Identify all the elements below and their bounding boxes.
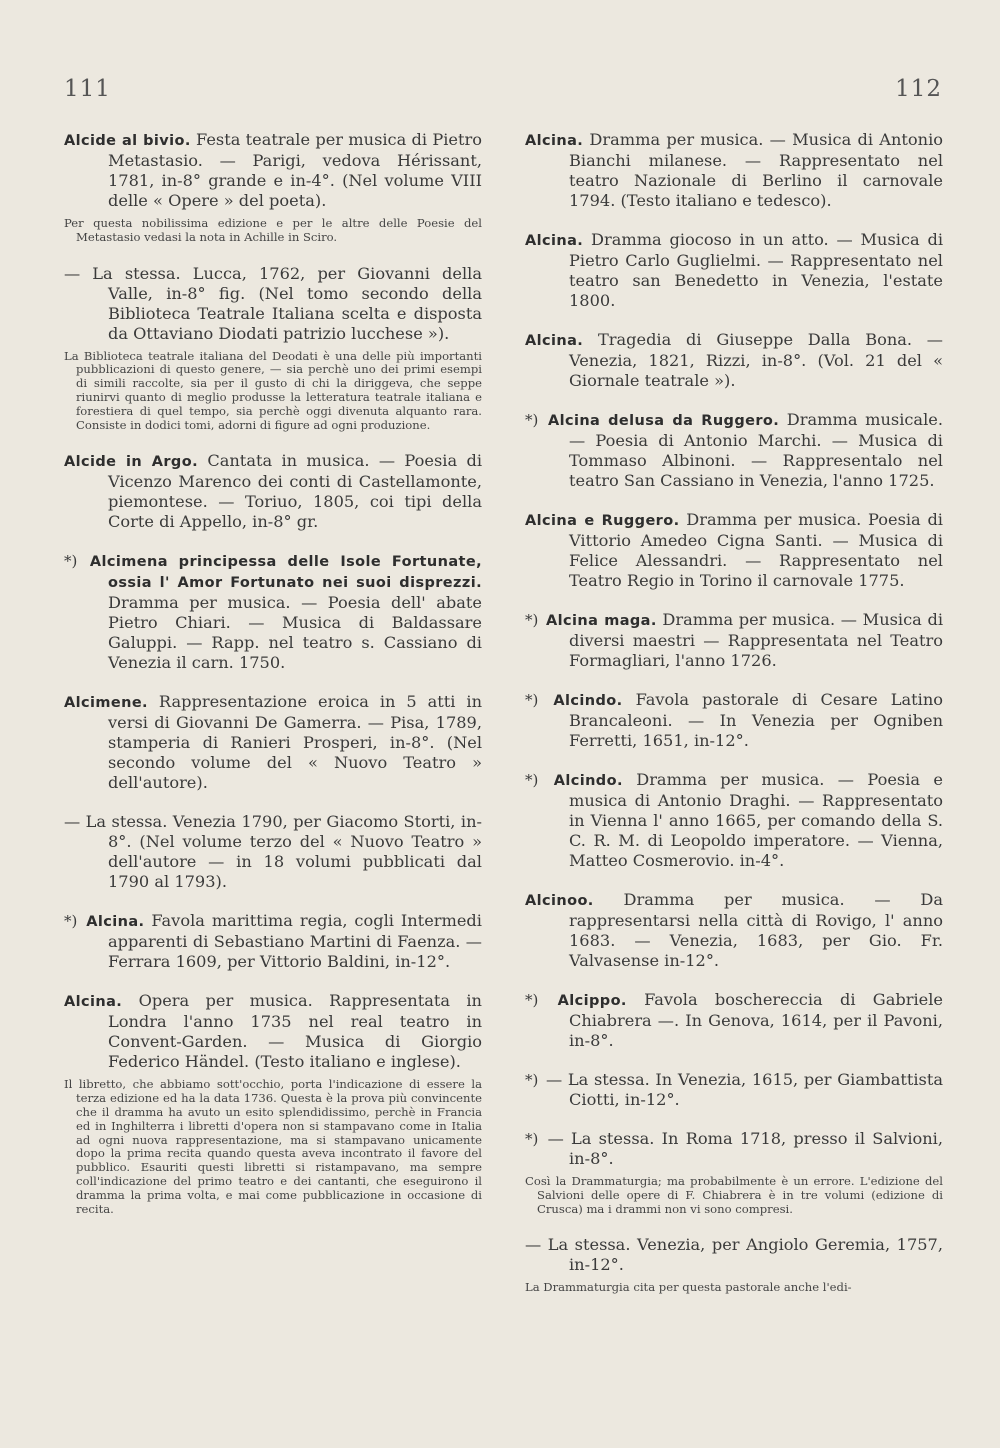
- entry-marker: *): [525, 1130, 539, 1148]
- entry-text: Dramma per musica. — Poesia e musica di Antonio Draghi. — Rappresentato in Vienna l' anno 1665, per comando della S. C. R. M. di Leopoldo imperatore. — Vienna, Matteo Cosmerovio. in-4°.: [569, 770, 943, 870]
- entry-marker: *): [525, 691, 539, 709]
- entry-text: Favola marittima regia, cogli Intermedi apparenti di Sebastiano Martini di Faenza. — Ferrara 1609, per Vittorio Baldini, in-12°.: [108, 911, 482, 972]
- entry-text: Cantata in musica. — Poesia di Vicenzo Marenco dei conti di Castellamonte, piemontese. — Toriuo, 1805, coi tipi della Corte di Appello, in-8° gr.: [108, 451, 483, 532]
- entry-marker: *): [525, 1071, 539, 1089]
- entry-text: Dramma musicale. — Poesia di Antonio Marchi. — Musica di Tommaso Albinoni. — Rappresentalo nel teatro San Cassiano in Venezia, l'anno 1725.: [569, 410, 943, 490]
- entry-text: Rappresentazione eroica in 5 atti in versi di Giovanni De Gamerra. — Pisa, 1789, stamperia di Ranieri Prosperi, in-8°. (Nel secondo volume del « Nuovo Teatro » dell'autore).: [108, 692, 482, 793]
- left-column: [64, 130, 482, 1235]
- entry-alcippo: [525, 990, 943, 1051]
- entry-alcina-favola: [64, 911, 482, 972]
- entry-alcina-handel: [64, 991, 482, 1216]
- entry-la-stessa-venezia-1757: [525, 1235, 943, 1295]
- entry-marker: *): [64, 912, 78, 931]
- entry-marker: *): [64, 552, 78, 571]
- entry-headword: Alcimene.: [64, 695, 148, 712]
- entry-note: Così la Drammaturgia; ma probabilmente è un errore. L'edizione del Salvioni delle opere di F. Chiabrera è in tre volumi (edizione di Crusca) ma i drammi non vi sono compresi.: [525, 1174, 943, 1216]
- entry-alcindo-favola: [525, 690, 943, 751]
- entry-marker: *): [525, 991, 539, 1009]
- entry-alcina-delusa: [525, 410, 943, 491]
- entry-alcina-bianchi: [525, 130, 943, 211]
- entry-alcide-in-argo: [64, 451, 482, 532]
- entry-marker: *): [525, 611, 539, 629]
- entry-headword: Alcina.: [86, 914, 145, 931]
- entry-alcimena: [64, 551, 482, 673]
- entry-text: Dramma giocoso in un atto. — Musica di Pietro Carlo Guglielmi. — Rappresentato nel teatro san Benedetto in Venezia, l'estate 1800.: [569, 230, 943, 310]
- page-number-left: 111: [64, 76, 111, 102]
- entry-text: — La stessa. Lucca, 1762, per Giovanni della Valle, in-8° fig. (Nel tomo secondo della Biblioteca Teatrale Italiana scelta e disposta da Ottaviano Diodati patrizio lucchese »).: [64, 263, 482, 343]
- entry-text: Dramma per musica. Poesia di Vittorio Amedeo Cigna Santi. — Musica di Felice Alessandri. — Rappresentato nel Teatro Regio in Torino il carnovale 1775.: [569, 510, 943, 590]
- entry-text: — La stessa. In Venezia, 1615, per Giambattista Ciotti, in-12°.: [540, 1070, 943, 1109]
- entry-headword: Alcina e Ruggero.: [525, 513, 680, 529]
- entry-text: — La stessa. In Roma 1718, presso il Salvioni, in-8°.: [540, 1129, 943, 1168]
- entry-headword: Alcindo.: [553, 693, 623, 709]
- entry-note: Per questa nobilissima edizione e per le altre delle Poesie del Metastasio vedasi la nota in Achille in Sciro.: [64, 216, 482, 244]
- entry-note: La Drammaturgia cita per questa pastorale anche l'edi-: [525, 1280, 852, 1295]
- entry-marker: *): [525, 411, 539, 429]
- page-number-right: 112: [895, 76, 942, 102]
- entry-headword: Alcide al bivio.: [64, 133, 191, 149]
- entry-text: — La stessa. Venezia, per Angiolo Geremia, 1757, in-12°.: [525, 1235, 943, 1275]
- entry-headword: Alcina.: [525, 233, 584, 249]
- entry-marker: *): [525, 771, 539, 789]
- right-column: [525, 130, 943, 1314]
- entry-alcina-guglielmi: [525, 230, 943, 311]
- entry-headword: Alcina maga.: [546, 613, 657, 629]
- entry-la-stessa-lucca: [64, 264, 482, 433]
- entry-text: Opera per musica. Rappresentata in Londra l'anno 1735 nel real teatro in Convent-Garden. — Musica di Giorgio Federico Händel. (Testo italiano e inglese).: [108, 991, 482, 1072]
- entry-alcindo-dramma: [525, 770, 943, 871]
- entry-text: Tragedia di Giuseppe Dalla Bona. — Venezia, 1821, Rizzi, in-8°. (Vol. 21 del « Giornale teatrale »).: [569, 330, 943, 390]
- entry-text: Dramma per musica. — Da rappresentarsi nella città di Rovigo, l' anno 1683. — Venezia, 1683, per Gio. Fr. Valvasense in-12°.: [569, 890, 943, 970]
- entry-alcina-maga: [525, 610, 943, 671]
- entry-alcina-e-ruggero: [525, 510, 943, 591]
- entry-text: Dramma per musica. — Poesia dell' abate Pietro Chiari. — Musica di Baldassare Galuppi. — Rapp. nel teatro s. Cassiano di Venezia il carn. 1750.: [108, 593, 482, 673]
- entry-alcinoo: [525, 890, 943, 971]
- entry-text: Festa teatrale per musica di Pietro Metastasio. — Parigi, vedova Hérissant, 1781, in-8° grande e in-4°. (Nel volume VIII delle « Opere » del poeta).: [108, 130, 483, 210]
- entry-la-stessa-venezia: [64, 812, 482, 892]
- entry-text: — La stessa. Venezia 1790, per Giacomo Storti, in-8°. (Nel volume terzo del « Nuovo Teatro » dell'autore — in 18 volumi pubblicati dal 1790 al 1793).: [64, 812, 482, 892]
- entry-headword: Alcimena principessa delle Isole Fortunate, ossia l' Amor Fortunato nei suoi disprezzi.: [89, 554, 482, 592]
- entry-headword: Alcippo.: [557, 993, 627, 1009]
- entry-text: Dramma per musica. — Musica di diversi maestri — Rappresentata nel Teatro Formagliari, l'anno 1726.: [569, 610, 943, 670]
- entry-headword: Alcina.: [525, 333, 584, 349]
- entry-alcimene: [64, 692, 482, 793]
- entry-la-stessa-venezia-1615: [525, 1070, 943, 1110]
- entry-alcide-al-bivio: [64, 130, 482, 245]
- entry-headword: Alcina.: [525, 133, 584, 149]
- entry-headword: Alcindo.: [553, 773, 623, 789]
- entry-headword: Alcinoo.: [525, 893, 594, 909]
- entry-alcina-tragedia: [525, 330, 943, 391]
- entry-headword: Alcide in Argo.: [64, 454, 198, 471]
- entry-note: La Biblioteca teatrale italiana del Deodati è una delle più importanti pubblicazioni di questo genere, — sia perchè uno dei primi esempi di simili raccolte, sia per il gusto di chi la diriggeva, che seppe riunirvi quanto di meglio produsse la letteratura teatrale italiana e forestiera di quel tempo, sia perchè oggi divenuta alquanto rara. Consiste in dodici tomi, adorni di figure ad ogni produzione.: [64, 348, 482, 432]
- entry-la-stessa-roma: [525, 1129, 943, 1216]
- entry-headword: Alcina delusa da Ruggero.: [547, 413, 780, 429]
- entry-headword: Alcina.: [64, 994, 123, 1011]
- entry-text: Favola pastorale di Cesare Latino Brancaleoni. — In Venezia per Ogniben Ferretti, 1651, in-12°.: [569, 690, 943, 750]
- entry-text: Dramma per musica. — Musica di Antonio Bianchi milanese. — Rappresentato nel teatro Nazionale di Berlino il carnovale 1794. (Testo italiano e tedesco).: [569, 130, 943, 210]
- entry-text: Favola boschereccia di Gabriele Chiabrera —. In Genova, 1614, per il Pavoni, in-8°.: [569, 990, 943, 1050]
- entry-note: Il libretto, che abbiamo sott'occhio, porta l'indicazione di essere la terza edizione ed ha la data 1736. Questa è la prova più convincente che il dramma ha avuto un esito splendidissimo, perchè in Francia ed in Inghilterra i libretti d'opera non si stampavano come in Italia ad ogni nuova rappresentazione, ma si stampavano unicamente dopo la prima recita quando questa aveva incontrato il favore del pubblico. Esauriti questi libretti si ristampavano, ma sempre coll'indicazione del primo teatro e dei cantanti, che eseguirono il dramma la prima volta, e mai come pubblicazione in occasione di recita.: [64, 1077, 482, 1216]
